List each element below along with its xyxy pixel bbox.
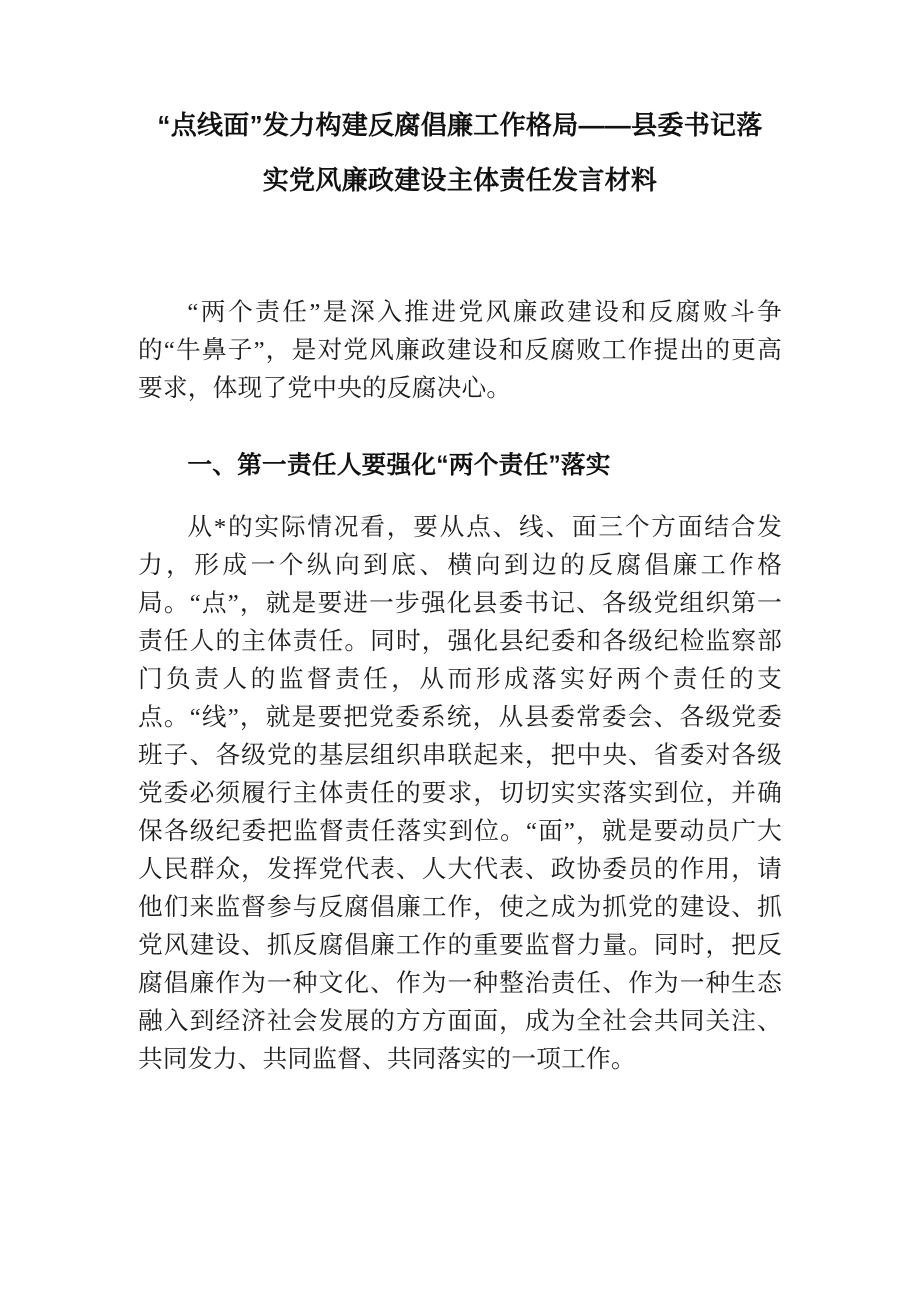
section-heading-1: 一、第一责任人要强化“两个责任”落实 [187, 452, 611, 479]
page-title [138, 0, 782, 208]
page-title-line-1: “点线面”发力构建反腐倡廉工作格局——县委书记落 [157, 110, 763, 140]
document-content [138, 0, 782, 1079]
section-body-1: 从*的实际情况看，要从点、线、面三个方面结合发力，形成一个纵向到底、横向到边的反腐倡廉工作格局。“点”，就是要进一步强化县委书记、各级党组织第一责任人的主体责任。同时，强化县纪委和各级纪检监察部门负责人的监督责任，从而形成落实好两个责任的支点。“线”，就是要把党委系统，从县委常委会、各级党委班子、各级党的基层组织串联起来，把中央、省委对各级党委必须履行主体责任的要求，切切实实落实到位，并确保各级纪委把监督责任落实到位。“面”，就是要动员广大人民群众，发挥党代表、人大代表、政协委员的作用，请他们来监督参与反腐倡廉工作，使之成为抓党的建设、抓党风建设、抓反腐倡廉工作的重要监督力量。同时，把反腐倡廉作为一种文化、作为一种整治责任、作为一种生态融入到经济社会发展的方方面面，成为全社会共同关注、共同发力、共同监督、共同落实的一项工作。 [138, 514, 782, 1073]
page-title-line-2: 实党风廉政建设主体责任发言材料 [262, 165, 658, 195]
intro-paragraph: “两个责任”是深入推进党风廉政建设和反腐败斗争的“牛鼻子”，是对党风廉政建设和反腐败工作提出的更高要求，体现了党中央的反腐决心。 [138, 299, 782, 402]
